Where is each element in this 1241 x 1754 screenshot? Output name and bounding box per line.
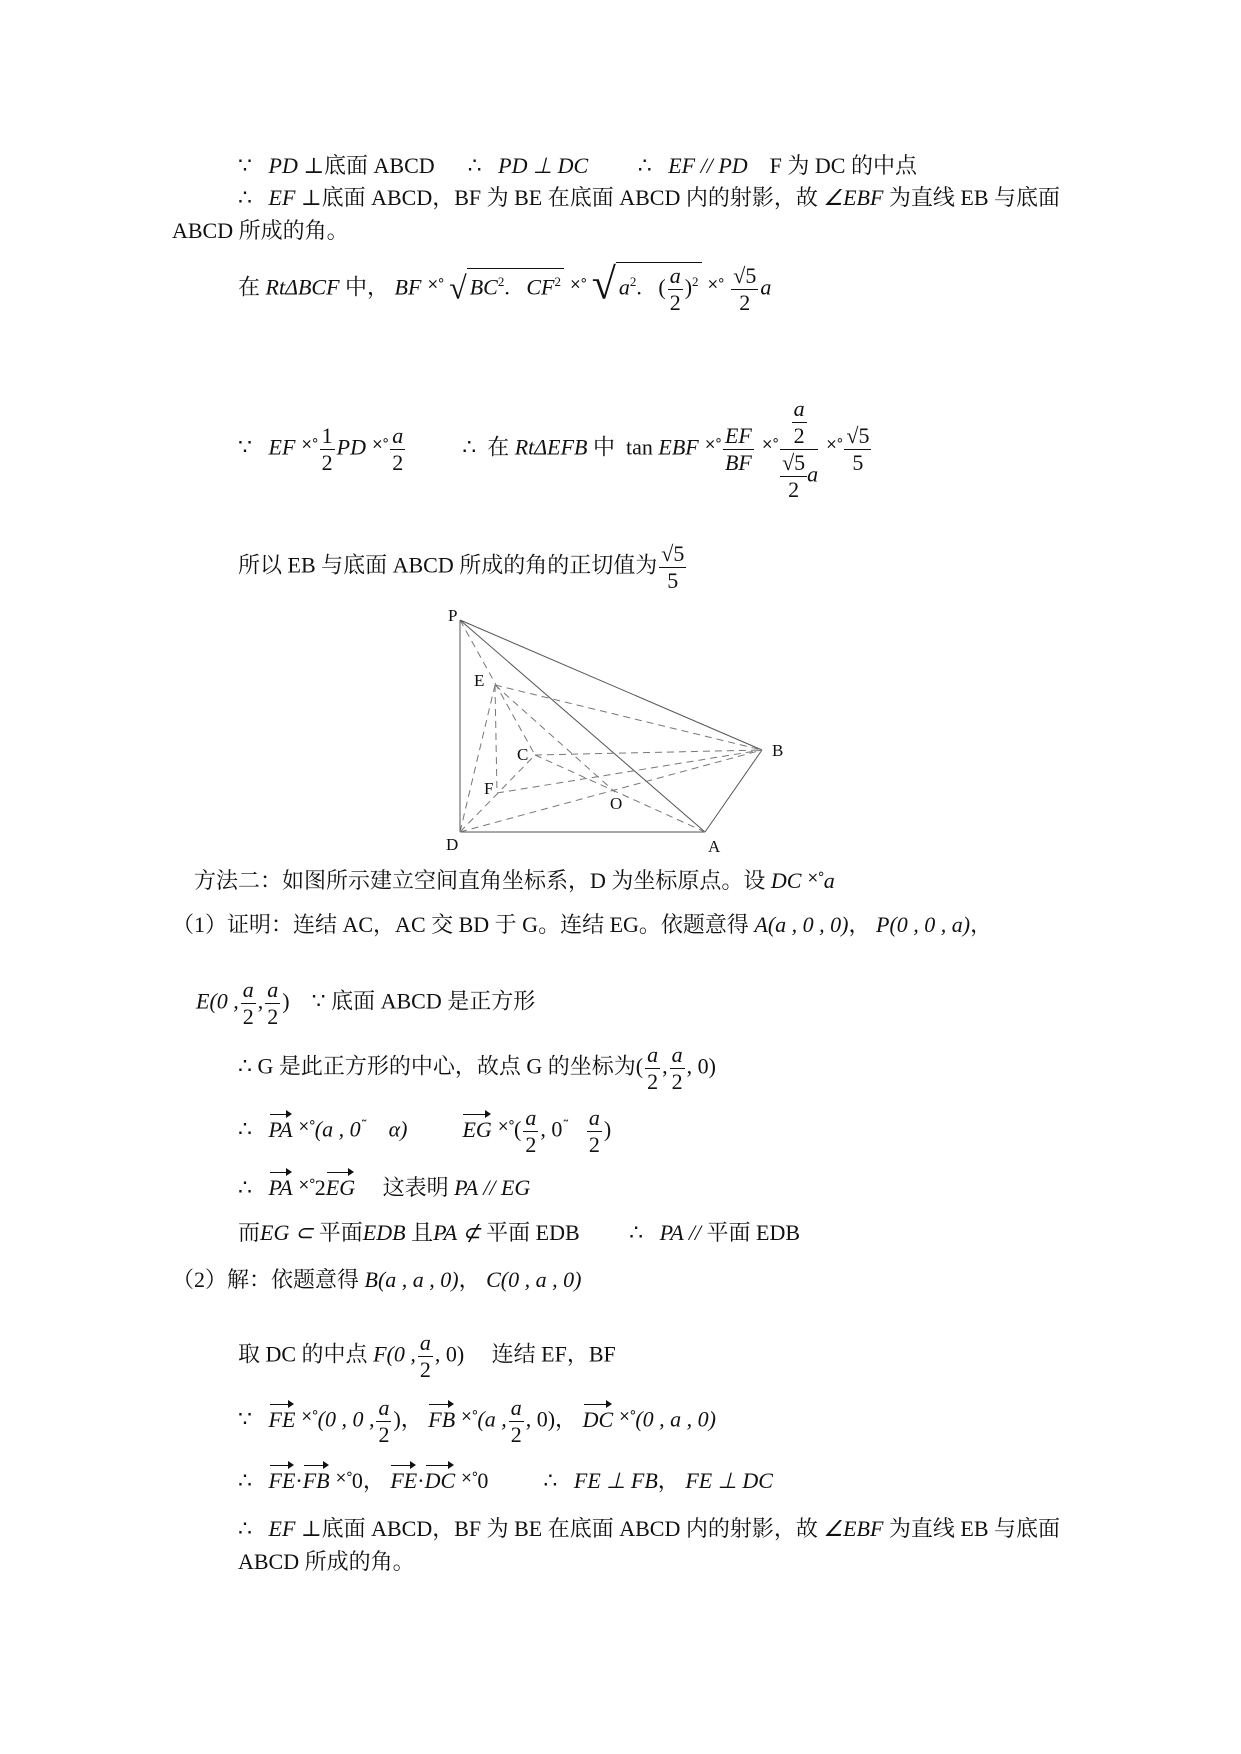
- equals-glyph: ×°: [825, 436, 843, 453]
- math-text: P(0 , 0 , a): [876, 912, 971, 937]
- edge-eb: [495, 685, 762, 750]
- equals-glyph: ×°: [707, 276, 724, 293]
- math-text: 2: [314, 1175, 326, 1200]
- because-symbol: ∵: [238, 1406, 252, 1432]
- equals-glyph: ×°: [298, 1118, 315, 1135]
- math-text: (0 , 0 ,: [317, 1406, 375, 1432]
- fraction: $\frac{√5}{5}$: [661, 541, 685, 593]
- math-text: PA //: [659, 1220, 702, 1245]
- math-text: PD: [336, 434, 366, 460]
- fraction: $\frac{a}{2}$: [242, 977, 254, 1029]
- line-16: [238, 1395, 716, 1448]
- line-7: [194, 865, 835, 894]
- edge-ab: [705, 750, 762, 832]
- vector-pa: PA: [268, 1116, 293, 1142]
- pyramid-figure: [440, 600, 800, 860]
- therefore-symbol: ∴: [462, 434, 477, 460]
- fraction: $\frac{a}{2}$: [419, 1330, 431, 1382]
- edge-db: [460, 750, 762, 832]
- label-a: A: [708, 837, 721, 856]
- fraction: $\frac{a}{2}$: [378, 1395, 390, 1447]
- therefore-symbol: ∴: [238, 1516, 252, 1541]
- text: 取 DC 的中点: [238, 1341, 368, 1367]
- text: （2）解：依题意得: [172, 1267, 360, 1292]
- line-14: [172, 1267, 581, 1293]
- math-text: FE ⊥ FB: [573, 1468, 658, 1493]
- text: ，: [970, 912, 993, 937]
- math-text: C(0 , a , 0): [486, 1267, 582, 1292]
- fraction: $\frac{1}{2}$: [321, 423, 333, 475]
- text: ，: [657, 1468, 680, 1493]
- math-text: EF: [268, 185, 296, 210]
- text: ，: [848, 912, 871, 937]
- equals-glyph: ×°: [300, 436, 318, 453]
- text: （1）证明：连结 AC，AC 交 BD 于 G。连结 EG。依题意得: [172, 912, 749, 937]
- line-4: [238, 259, 772, 316]
- label-d: D: [446, 835, 459, 854]
- edge-ef: [495, 685, 497, 793]
- math-text: RtΔEFB: [514, 434, 588, 460]
- edge-dc: [460, 755, 535, 832]
- text: , 0)，: [525, 1406, 578, 1432]
- line-2: [238, 185, 1060, 211]
- because-symbol: ∵: [238, 434, 252, 460]
- math-text: 0，: [351, 1468, 385, 1493]
- therefore-symbol: ∴: [238, 185, 252, 210]
- text: 中，: [345, 274, 390, 300]
- math-text: RtΔBCF: [265, 274, 340, 300]
- math-text: A(a , 0 , 0): [754, 912, 849, 937]
- line-1: [238, 153, 917, 179]
- text: 平面 EDB: [706, 1220, 801, 1245]
- math-text: DC: [770, 868, 802, 893]
- equals-glyph: ×°: [460, 1470, 478, 1486]
- line-8: [172, 912, 992, 938]
- vector-eg: EG: [325, 1175, 356, 1200]
- equals-glyph: ×°: [371, 436, 389, 453]
- radical-icon: √: [449, 269, 467, 306]
- vector-fe: FE: [268, 1406, 296, 1432]
- label-b: B: [772, 741, 784, 760]
- text: 这表明: [382, 1175, 449, 1200]
- fraction: $\frac{a}{2}$: [392, 423, 404, 475]
- math-text: , 0): [434, 1341, 465, 1367]
- math-text: 0: [477, 1468, 489, 1493]
- line-18: [238, 1516, 1060, 1542]
- equals-glyph: ×°: [426, 276, 444, 293]
- text: ，: [458, 1267, 481, 1292]
- therefore-symbol: ∴: [467, 153, 482, 178]
- fraction: $\frac{a}{2}$: [647, 1042, 659, 1094]
- math-text: BF: [394, 274, 422, 300]
- math-text: ∠EBF: [823, 185, 884, 210]
- math-text: tan: [626, 434, 653, 460]
- line-3: [172, 218, 349, 244]
- math-text: EBF: [658, 434, 699, 460]
- therefore-symbol: ∴: [238, 1116, 252, 1142]
- math-text: ): [282, 988, 290, 1014]
- math-text: EG ⊂: [260, 1220, 314, 1245]
- equals-glyph: ×°: [618, 1408, 636, 1425]
- fraction: $\frac{√5}{5}$: [846, 423, 870, 475]
- label-c: C: [517, 745, 529, 764]
- math-text: F(0 ,: [373, 1341, 416, 1367]
- vector-fb: FB: [428, 1406, 456, 1432]
- minus-glyph: ˜: [562, 1118, 569, 1135]
- therefore-symbol: ∴: [238, 1175, 252, 1200]
- math-text: (0 , a , 0): [635, 1406, 717, 1432]
- equals-glyph: ×°: [300, 1408, 318, 1425]
- math-text: PD ⊥ DC: [498, 153, 589, 178]
- equals-glyph: ×°: [335, 1470, 352, 1486]
- math-text: FE ⊥ DC: [685, 1468, 773, 1493]
- line-15: [238, 1330, 616, 1383]
- edge-pb: [460, 620, 762, 750]
- equals-glyph: ×°: [704, 436, 721, 453]
- math-text: PD: [268, 153, 298, 178]
- math-text: PA ⊄: [433, 1220, 481, 1245]
- text: 中: [592, 434, 615, 460]
- line-6: [238, 541, 688, 594]
- minus-glyph: ˜: [360, 1118, 367, 1135]
- math-text: EF // PD: [668, 153, 748, 178]
- text: 在: [487, 434, 510, 460]
- line-5: [238, 396, 873, 503]
- line-11: ∴ PA ×°(a , 0˜ α) EG ×°( $\frac{a}{2}$ , 0˜ $\frac{a}{2}$ ): [238, 1105, 612, 1157]
- compound-fraction: $\frac{a}{2}$ $\frac{√5}{2}$ a: [782, 396, 819, 502]
- therefore-symbol: ∴: [637, 153, 652, 178]
- text: 而: [238, 1220, 261, 1245]
- math-text: a: [823, 868, 835, 893]
- math-text: α): [388, 1116, 408, 1142]
- text: ⊥底面 ABCD: [303, 153, 435, 178]
- math-text: EF: [268, 434, 296, 460]
- fraction: $\frac{a}{2}$: [267, 977, 279, 1029]
- equals-glyph: ×°: [497, 1118, 515, 1135]
- line-9: E(0 , $\frac{a}{2}$ , $\frac{a}{2}$ ) ∵ 底面 ABCD 是正方形: [196, 977, 536, 1029]
- math-text: PA // EG: [454, 1175, 531, 1200]
- text: 平面: [318, 1220, 363, 1245]
- edge-fb: [497, 750, 762, 793]
- text: 方法二：如图所示建立空间直角坐标系，D 为坐标原点。设: [194, 868, 766, 893]
- equals-glyph: ×°: [298, 1177, 315, 1193]
- fraction: $\frac{a}{2}$: [669, 263, 681, 315]
- line-12: [238, 1172, 530, 1201]
- label-o: O: [610, 794, 623, 813]
- text: 为直线 EB 与底面: [888, 1516, 1061, 1541]
- text: 为直线 EB 与底面: [888, 185, 1061, 210]
- math-text: B(a , a , 0): [364, 1267, 459, 1292]
- math-text: , 0): [686, 1053, 716, 1079]
- equals-glyph: ×°: [806, 870, 824, 886]
- fraction: $\frac{a}{2}$: [671, 1042, 683, 1094]
- math-text: EF: [268, 1516, 296, 1541]
- text: ∵ 底面 ABCD 是正方形: [311, 988, 536, 1014]
- label-f: F: [484, 779, 494, 798]
- text: 且: [411, 1220, 434, 1245]
- therefore-symbol: ∴: [238, 1468, 252, 1493]
- fraction: $\frac{a}{2}$: [525, 1105, 537, 1157]
- vector-fe: FE: [390, 1468, 418, 1493]
- radicand: $BC^2$. $CF^2$: [467, 268, 564, 300]
- fraction: $\frac{a}{2}$: [588, 1105, 600, 1157]
- fraction: $\frac{EF}{BF}$: [724, 423, 752, 475]
- text: )，: [393, 1406, 423, 1432]
- math-text: (a , 0: [314, 1116, 361, 1142]
- math-text: (a ,: [477, 1406, 507, 1432]
- line-10: ∴ G 是此正方形的中心，故点 G 的坐标为( $\frac{a}{2}$ , $\frac{a}{2}$ , 0): [238, 1042, 716, 1094]
- radical-icon: √: [591, 259, 616, 309]
- vector-dc: DC: [424, 1468, 456, 1493]
- vector-dc: DC: [582, 1406, 614, 1432]
- text: ABCD 所成的角。: [238, 1549, 415, 1574]
- edge-pa: [460, 620, 705, 832]
- vector-pa: PA: [268, 1175, 293, 1200]
- text: 在: [238, 274, 261, 300]
- line-13: [238, 1220, 800, 1246]
- math-text: a: [760, 274, 772, 300]
- edge-ed: [460, 685, 495, 832]
- math-text: , 0: [540, 1116, 563, 1142]
- line-19: [238, 1549, 415, 1575]
- therefore-symbol: ∴: [629, 1220, 644, 1245]
- fraction: $\frac{a}{2}$: [510, 1395, 522, 1447]
- text: ⊥底面 ABCD，BF 为 BE 在底面 ABCD 内的射影，故: [300, 185, 818, 210]
- line-17: ∴ FE·FB ×°0， FE·DC ×°0 ∴ FE ⊥ FB， FE ⊥ DC: [238, 1468, 773, 1493]
- label-p: P: [448, 606, 458, 625]
- math-text: ∠EBF: [823, 1516, 884, 1541]
- text: 平面 EDB: [486, 1220, 580, 1245]
- therefore-symbol: ∴: [543, 1468, 558, 1493]
- label-e: E: [474, 671, 485, 690]
- text: ∴ G 是此正方形的中心，故点 G 的坐标为: [238, 1053, 636, 1079]
- fraction: $\frac{√5}{2}$: [733, 263, 757, 315]
- text: ⊥底面 ABCD，BF 为 BE 在底面 ABCD 内的射影，故: [300, 1516, 818, 1541]
- text: 连结 EF，BF: [491, 1341, 616, 1367]
- equals-glyph: ×°: [460, 1408, 478, 1425]
- text: ABCD 所成的角。: [172, 218, 349, 243]
- radicand: $a^2$. ( $\frac{a}{2}$ )$^2$: [616, 262, 702, 316]
- vector-fe: FE: [268, 1468, 296, 1493]
- vector-eg: EG: [462, 1116, 492, 1142]
- math-text: EDB: [362, 1220, 406, 1245]
- because-symbol: ∵: [238, 153, 252, 178]
- text: F 为 DC 的中点: [769, 153, 917, 178]
- math-text: E(0 ,: [196, 988, 239, 1014]
- equals-glyph: ×°: [569, 276, 587, 293]
- vector-fb: FB: [302, 1468, 330, 1493]
- text: 所以 EB 与底面 ABCD 所成的角的正切值为: [238, 552, 658, 578]
- equals-glyph: ×°: [761, 436, 779, 453]
